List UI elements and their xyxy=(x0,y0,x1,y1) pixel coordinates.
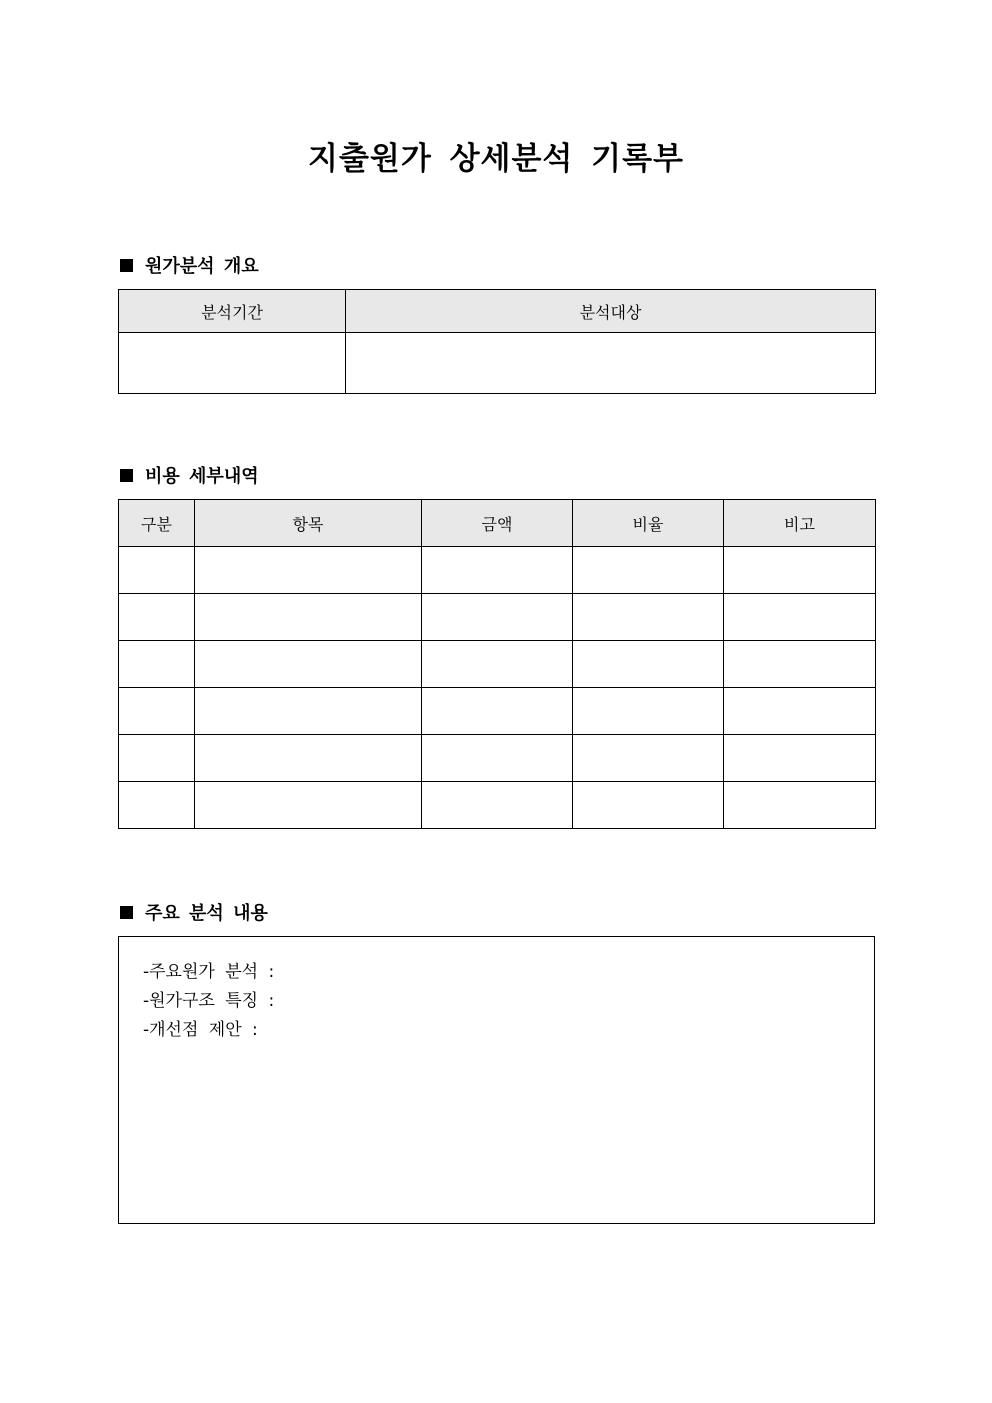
remarks-cell[interactable] xyxy=(724,594,876,641)
item-cell[interactable] xyxy=(195,547,422,594)
amount-cell[interactable] xyxy=(422,782,573,829)
category-cell[interactable] xyxy=(119,688,195,735)
category-cell[interactable] xyxy=(119,594,195,641)
header-ratio: 비율 xyxy=(573,500,724,547)
header-analysis-target: 분석대상 xyxy=(346,290,876,333)
section-heading-label: 주요 분석 내용 xyxy=(145,903,268,924)
header-category: 구분 xyxy=(119,500,195,547)
note-main-cost-analysis: -주요원가 분석 : xyxy=(143,962,275,982)
category-cell[interactable] xyxy=(119,547,195,594)
table-row xyxy=(119,641,876,688)
remarks-cell[interactable] xyxy=(724,547,876,594)
ratio-cell[interactable] xyxy=(573,594,724,641)
header-analysis-period: 분석기간 xyxy=(119,290,346,333)
black-square-icon xyxy=(120,259,133,272)
table-row xyxy=(119,594,876,641)
header-remarks: 비고 xyxy=(724,500,876,547)
overview-header-row xyxy=(119,290,876,333)
section-heading-analysis xyxy=(118,900,268,924)
category-cell[interactable] xyxy=(119,641,195,688)
amount-cell[interactable] xyxy=(422,594,573,641)
remarks-cell[interactable] xyxy=(724,782,876,829)
item-cell[interactable] xyxy=(195,735,422,782)
amount-cell[interactable] xyxy=(422,641,573,688)
section-heading-overview xyxy=(118,253,259,277)
overview-table xyxy=(118,289,876,394)
black-square-icon xyxy=(120,469,133,482)
analysis-notes-box[interactable] xyxy=(118,936,875,1224)
overview-value-row xyxy=(119,333,876,394)
cost-details-table xyxy=(118,499,876,829)
ratio-cell[interactable] xyxy=(573,688,724,735)
table-row xyxy=(119,782,876,829)
cost-header-row xyxy=(119,500,876,547)
category-cell[interactable] xyxy=(119,782,195,829)
remarks-cell[interactable] xyxy=(724,688,876,735)
table-row xyxy=(119,735,876,782)
remarks-cell[interactable] xyxy=(724,641,876,688)
section-heading-cost-details xyxy=(118,463,259,487)
header-amount: 금액 xyxy=(422,500,573,547)
note-improvement-suggestion: -개선점 제안 : xyxy=(143,1020,258,1040)
analysis-period-cell[interactable] xyxy=(119,333,346,394)
analysis-target-cell[interactable] xyxy=(346,333,876,394)
section-heading-label: 원가분석 개요 xyxy=(145,256,259,277)
ratio-cell[interactable] xyxy=(573,782,724,829)
item-cell[interactable] xyxy=(195,782,422,829)
amount-cell[interactable] xyxy=(422,688,573,735)
ratio-cell[interactable] xyxy=(573,641,724,688)
header-item: 항목 xyxy=(195,500,422,547)
item-cell[interactable] xyxy=(195,594,422,641)
analysis-notes-list xyxy=(143,958,274,1045)
category-cell[interactable] xyxy=(119,735,195,782)
amount-cell[interactable] xyxy=(422,547,573,594)
ratio-cell[interactable] xyxy=(573,547,724,594)
table-row xyxy=(119,547,876,594)
section-heading-label: 비용 세부내역 xyxy=(145,466,259,487)
document-title: 지출원가 상세분석 기록부 xyxy=(308,141,684,177)
item-cell[interactable] xyxy=(195,688,422,735)
note-cost-structure: -원가구조 특징 : xyxy=(143,991,275,1011)
black-square-icon xyxy=(120,906,133,919)
ratio-cell[interactable] xyxy=(573,735,724,782)
amount-cell[interactable] xyxy=(422,735,573,782)
remarks-cell[interactable] xyxy=(724,735,876,782)
table-row xyxy=(119,688,876,735)
item-cell[interactable] xyxy=(195,641,422,688)
